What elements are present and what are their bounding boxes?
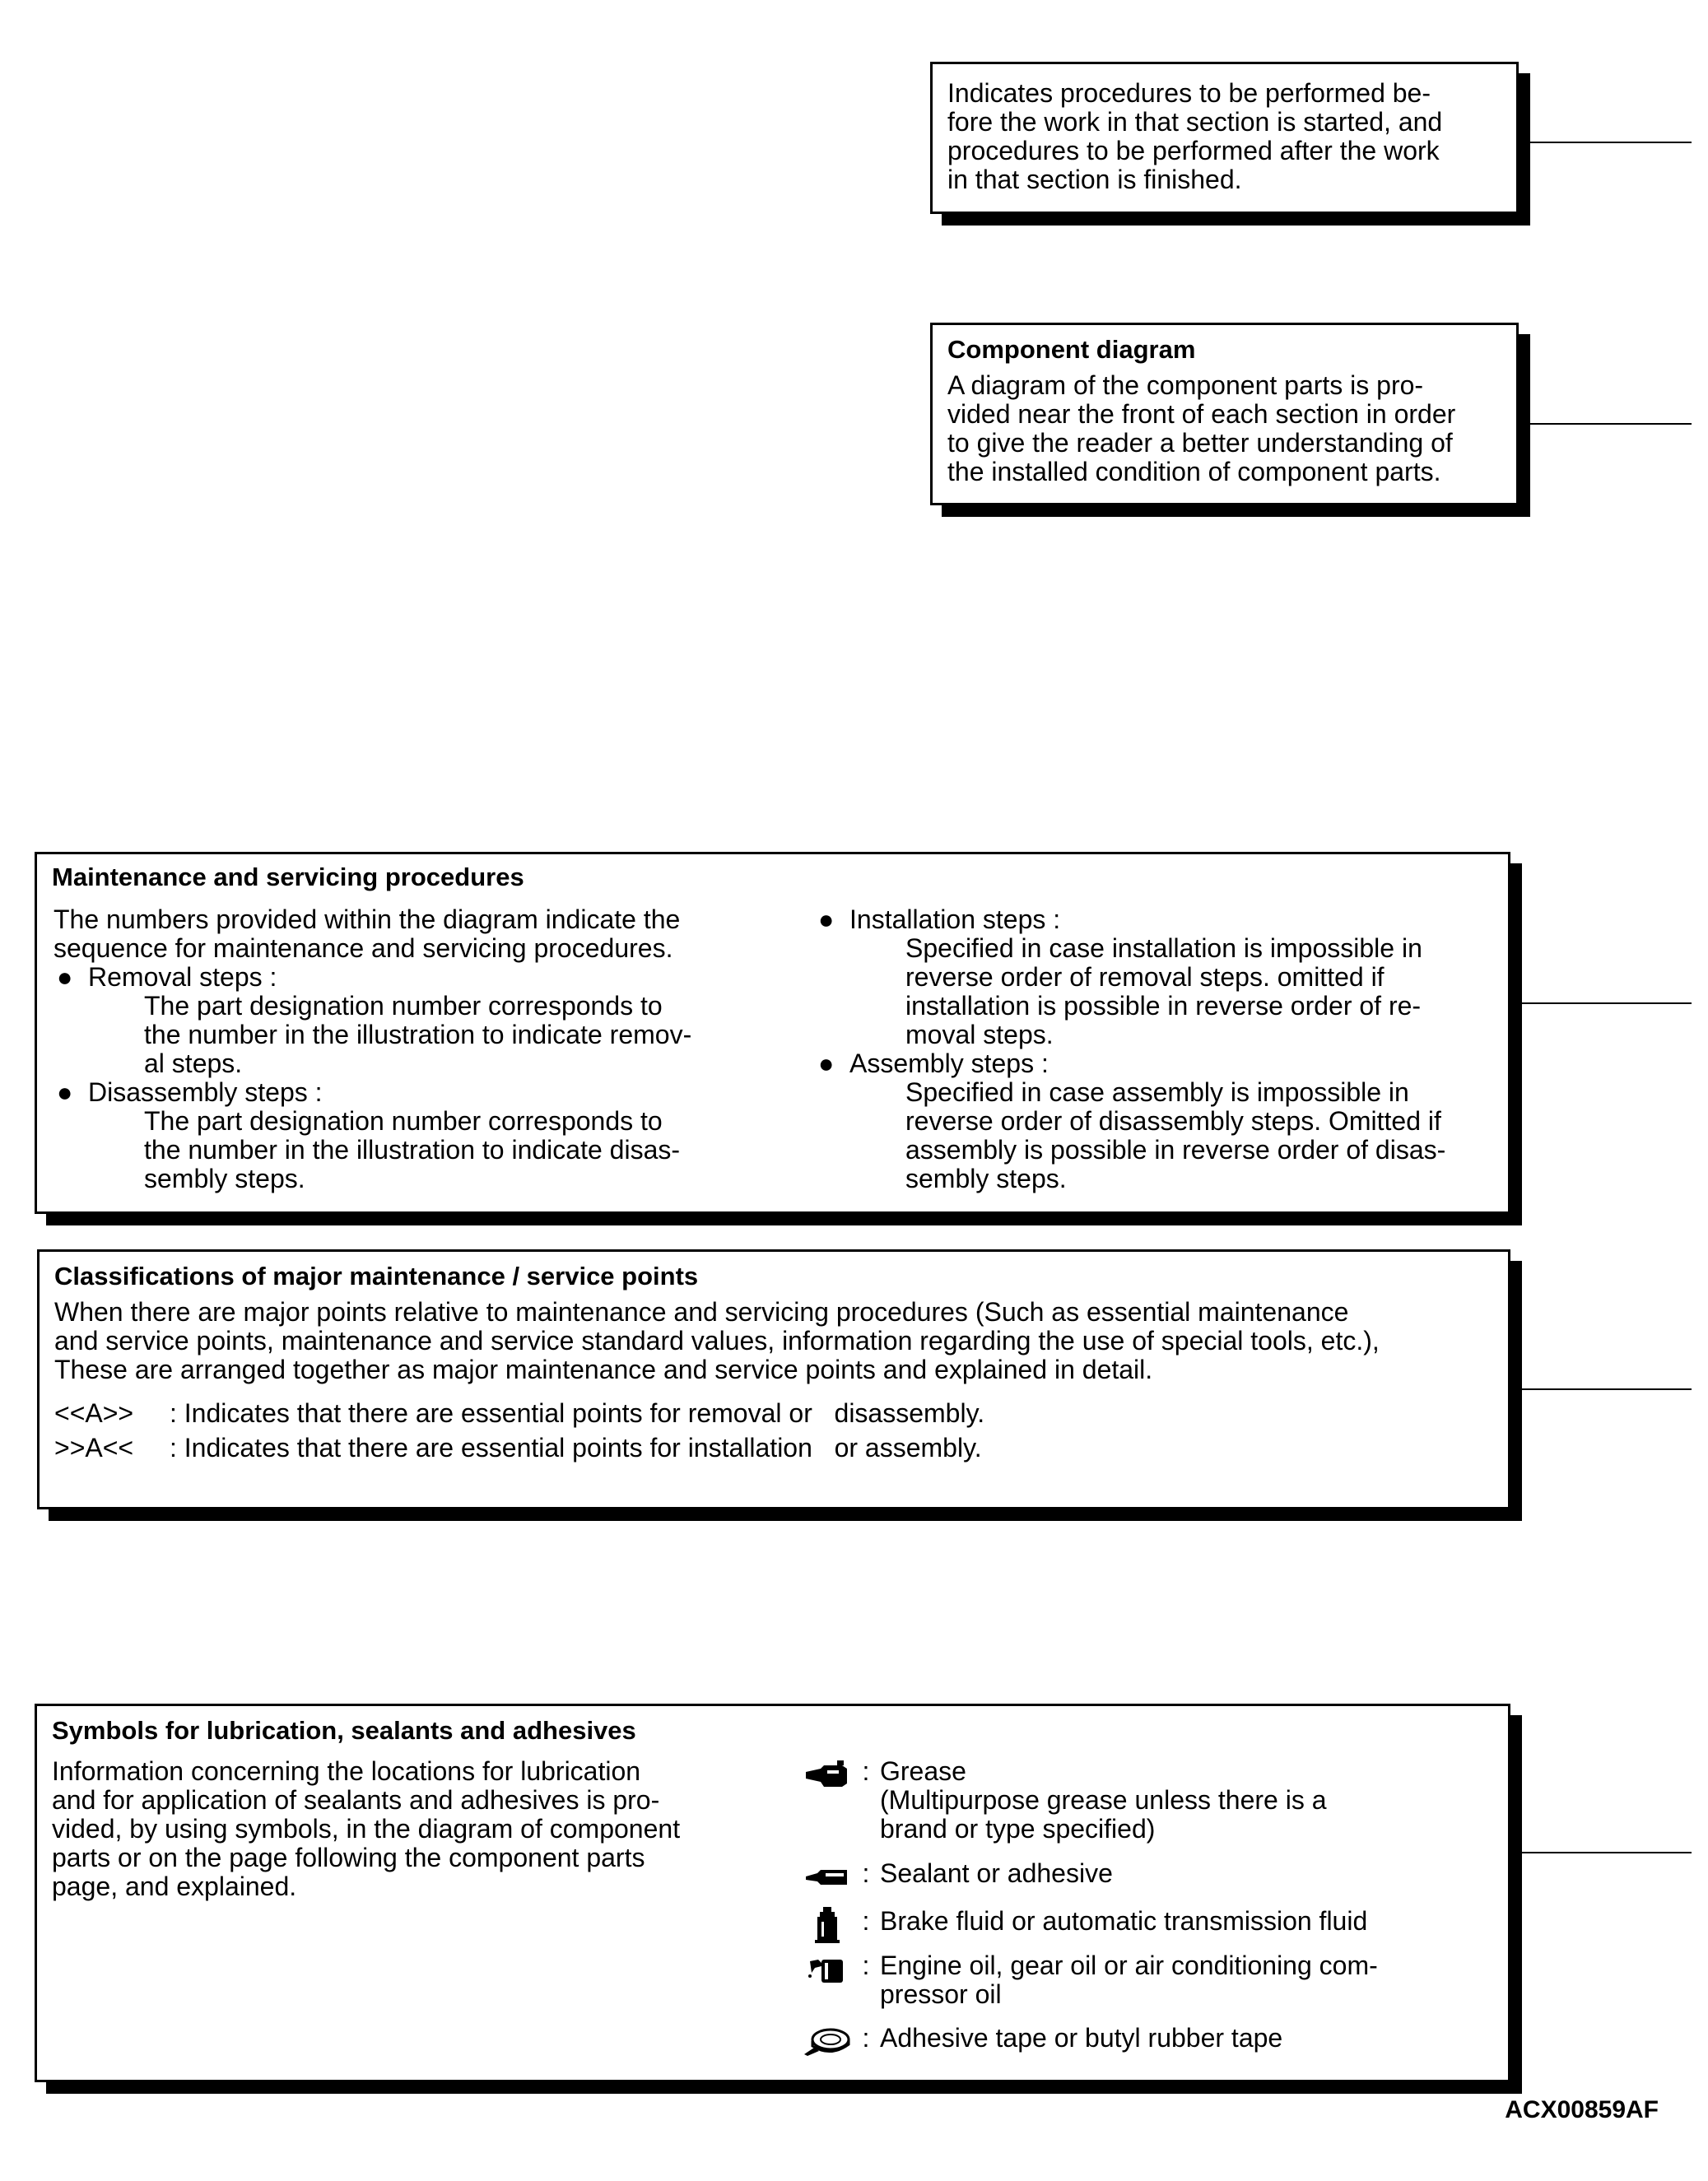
grease-colon: : (862, 1756, 870, 1786)
component-line-1: A diagram of the component parts is pro- (947, 370, 1424, 400)
component-line-2: vided near the front of each section in order (947, 399, 1456, 429)
assembly-line-1: Specified in case assembly is impossible in (905, 1077, 1409, 1107)
component-diagram-title: Component diagram (947, 335, 1196, 364)
removal-line-3: al steps. (144, 1049, 243, 1078)
engine-oil-line-2: pressor oil (880, 1979, 1002, 2009)
grease-description (880, 1757, 1473, 1844)
component-line-3: to give the reader a better understanding of (947, 428, 1453, 458)
symbols-line-1: Information concerning the locations for lubrication (52, 1756, 641, 1786)
removal-line-2: the number in the illustration to indicate remov- (144, 1020, 692, 1049)
sealant-row (803, 1859, 1473, 1895)
disassembly-line-2: the number in the illustration to indicate disas- (144, 1135, 681, 1165)
leader-line-4 (1522, 1388, 1692, 1390)
maintenance-left-column (54, 905, 794, 1193)
assembly-line-4: sembly steps. (905, 1164, 1067, 1193)
symbols-line-3: vided, by using symbols, in the diagram of component (52, 1814, 681, 1844)
install-mark-row (54, 1430, 1493, 1465)
leader-line-2 (1530, 423, 1692, 425)
symbols-line-4: parts or on the page following the component parts (52, 1843, 645, 1872)
engine-oil-colon: : (862, 1951, 870, 1980)
leader-line-3 (1522, 1002, 1692, 1004)
disassembly-line-1: The part designation number corresponds to (144, 1106, 663, 1136)
symbol-legend (803, 1757, 1494, 2070)
maintenance-title: Maintenance and servicing procedures (52, 863, 524, 891)
classifications-title: Classifications of major maintenance / service points (54, 1262, 699, 1290)
tape-row (803, 2024, 1473, 2060)
component-line-4: the installed condition of component parts. (947, 457, 1441, 486)
engine-oil-line-1: Engine oil, gear oil or air conditioning com- (880, 1951, 1378, 1980)
engine-oil-row (803, 1951, 1473, 2009)
brake-fluid-description: Brake fluid or automatic transmission fluid (880, 1906, 1368, 1936)
tape-colon: : (862, 2023, 870, 2053)
oil-can-icon (803, 1951, 852, 1988)
pre-post-line-2: fore the work in that section is started, and (947, 107, 1443, 137)
maintenance-intro-2: sequence for maintenance and servicing procedures. (54, 933, 673, 963)
leader-line-5 (1522, 1852, 1692, 1853)
symbols-line-2: and for application of sealants and adhesives is pro- (52, 1785, 660, 1815)
symbols-line-5: page, and explained. (52, 1872, 297, 1901)
sealant-tube-icon (803, 1859, 852, 1895)
bullet-icon: ● (57, 962, 73, 992)
component-diagram-box (930, 323, 1519, 505)
installation-line-2: reverse order of removal steps. omitted if (905, 962, 1385, 992)
figure-code: ACX00859AF (1505, 2096, 1659, 2123)
classifications-line-1: When there are major points relative to maintenance and servicing procedures (Such as essential maintenance (54, 1297, 1349, 1327)
bullet-icon: ● (818, 1049, 835, 1078)
brake-fluid-row (803, 1907, 1473, 1943)
classifications-box (37, 1249, 1510, 1509)
symbols-box (35, 1704, 1510, 2082)
brake-fluid-colon: : (862, 1906, 870, 1936)
engine-oil-description (880, 1951, 1473, 2009)
installation-steps-label: Installation steps : (849, 904, 1061, 934)
pre-post-line-3: procedures to be performed after the work (947, 136, 1440, 165)
installation-steps-item (815, 905, 1498, 934)
fluid-bottle-icon (803, 1907, 852, 1943)
install-mark-code: >>A<< (54, 1433, 134, 1463)
installation-line-4: moval steps. (905, 1020, 1054, 1049)
removal-steps-item (54, 963, 794, 992)
removal-mark-row (54, 1396, 1493, 1430)
removal-mark-code: <<A>> (54, 1398, 134, 1428)
removal-mark-text: : Indicates that there are essential points for removal or disassembly. (170, 1398, 985, 1428)
symbols-description (52, 1757, 776, 1901)
pre-post-procedures-box (930, 62, 1519, 214)
pre-post-line-4: in that section is finished. (947, 165, 1242, 194)
removal-line-1: The part designation number corresponds to (144, 991, 663, 1021)
sealant-colon: : (862, 1858, 870, 1888)
disassembly-steps-item (54, 1078, 794, 1107)
assembly-line-3: assembly is possible in reverse order of disas- (905, 1135, 1446, 1165)
maintenance-right-column (815, 905, 1498, 1193)
bullet-icon: ● (57, 1077, 73, 1107)
tape-description: Adhesive tape or butyl rubber tape (880, 2023, 1283, 2053)
assembly-line-2: reverse order of disassembly steps. Omitted if (905, 1106, 1441, 1136)
maintenance-procedures-box (35, 852, 1510, 1214)
install-mark-text: : Indicates that there are essential points for installation or assembly. (170, 1433, 982, 1463)
grease-line-3: brand or type specified) (880, 1814, 1156, 1844)
grease-line-2: (Multipurpose grease unless there is a (880, 1785, 1327, 1815)
disassembly-line-3: sembly steps. (144, 1164, 305, 1193)
bullet-icon: ● (818, 904, 835, 934)
maintenance-intro-1: The numbers provided within the diagram indicate the (54, 904, 681, 934)
grease-row (803, 1757, 1473, 1844)
classifications-line-3: These are arranged together as major maintenance and service points and explained in detail. (54, 1355, 1153, 1384)
sealant-description: Sealant or adhesive (880, 1858, 1113, 1888)
leader-line-1 (1530, 142, 1692, 143)
assembly-steps-item (815, 1049, 1498, 1078)
pre-post-line-1: Indicates procedures to be performed be- (947, 78, 1431, 108)
installation-line-3: installation is possible in reverse order of re- (905, 991, 1422, 1021)
installation-line-1: Specified in case installation is impossible in (905, 933, 1422, 963)
removal-steps-label: Removal steps : (88, 962, 277, 992)
disassembly-steps-label: Disassembly steps : (88, 1077, 323, 1107)
assembly-steps-label: Assembly steps : (849, 1049, 1049, 1078)
tape-roll-icon (803, 2024, 852, 2060)
grease-gun-icon (803, 1757, 852, 1793)
classifications-line-2: and service points, maintenance and service standard values, information regarding the use of special tools, etc.), (54, 1326, 1380, 1356)
symbols-title: Symbols for lubrication, sealants and adhesives (52, 1716, 636, 1745)
grease-line-1: Grease (880, 1756, 966, 1786)
